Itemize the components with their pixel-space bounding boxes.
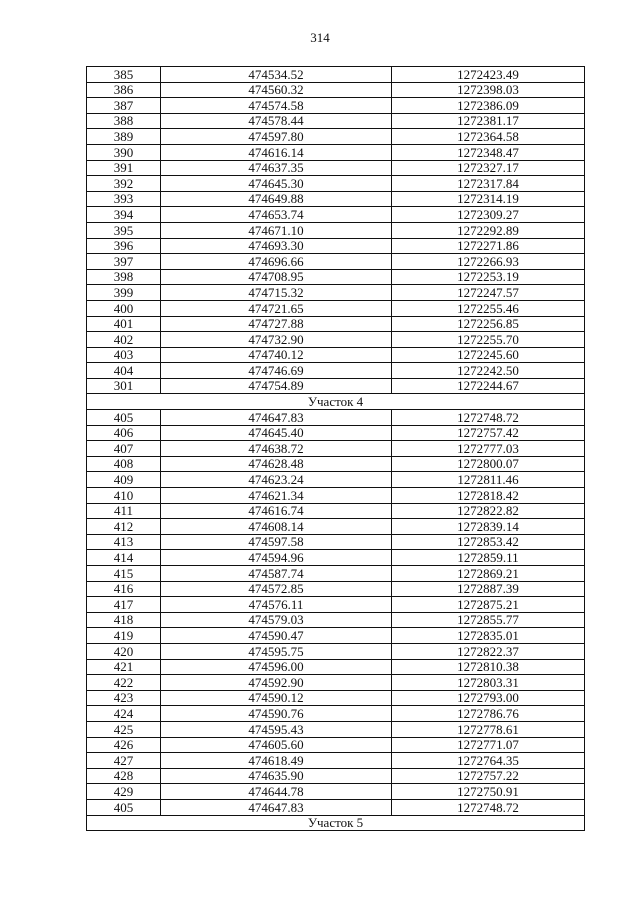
x-coordinate-cell: 474727.88 [161, 316, 392, 332]
point-number-cell: 401 [87, 316, 161, 332]
y-coordinate-cell: 1272793.00 [392, 690, 585, 706]
y-coordinate-cell: 1272800.07 [392, 456, 585, 472]
x-coordinate-cell: 474616.14 [161, 144, 392, 160]
y-coordinate-cell: 1272786.76 [392, 706, 585, 722]
table-row [87, 628, 585, 644]
y-coordinate-cell: 1272875.21 [392, 597, 585, 613]
y-coordinate-cell: 1272242.50 [392, 363, 585, 379]
point-number-cell: 419 [87, 628, 161, 644]
y-coordinate-cell: 1272292.89 [392, 222, 585, 238]
x-coordinate-cell: 474595.43 [161, 721, 392, 737]
point-number-cell: 403 [87, 347, 161, 363]
section-label: Участок 5 [87, 815, 585, 831]
x-coordinate-cell: 474590.47 [161, 628, 392, 644]
table-row [87, 285, 585, 301]
table-row [87, 207, 585, 223]
x-coordinate-cell: 474644.78 [161, 784, 392, 800]
point-number-cell: 301 [87, 378, 161, 394]
table-row [87, 254, 585, 270]
x-coordinate-cell: 474628.48 [161, 456, 392, 472]
table-row [87, 67, 585, 83]
x-coordinate-cell: 474576.11 [161, 597, 392, 613]
point-number-cell: 414 [87, 550, 161, 566]
x-coordinate-cell: 474572.85 [161, 581, 392, 597]
point-number-cell: 420 [87, 643, 161, 659]
point-number-cell: 417 [87, 597, 161, 613]
table-row [87, 363, 585, 379]
x-coordinate-cell: 474746.69 [161, 363, 392, 379]
point-number-cell: 394 [87, 207, 161, 223]
coordinates-table-body [87, 67, 585, 831]
x-coordinate-cell: 474638.72 [161, 441, 392, 457]
y-coordinate-cell: 1272317.84 [392, 176, 585, 192]
point-number-cell: 387 [87, 98, 161, 114]
point-number-cell: 423 [87, 690, 161, 706]
point-number-cell: 411 [87, 503, 161, 519]
point-number-cell: 427 [87, 753, 161, 769]
y-coordinate-cell: 1272748.72 [392, 410, 585, 426]
y-coordinate-cell: 1272757.42 [392, 425, 585, 441]
point-number-cell: 406 [87, 425, 161, 441]
y-coordinate-cell: 1272869.21 [392, 566, 585, 582]
table-row [87, 597, 585, 613]
table-row [87, 550, 585, 566]
point-number-cell: 402 [87, 332, 161, 348]
point-number-cell: 392 [87, 176, 161, 192]
y-coordinate-cell: 1272253.19 [392, 269, 585, 285]
x-coordinate-cell: 474721.65 [161, 300, 392, 316]
y-coordinate-cell: 1272386.09 [392, 98, 585, 114]
x-coordinate-cell: 474671.10 [161, 222, 392, 238]
y-coordinate-cell: 1272777.03 [392, 441, 585, 457]
x-coordinate-cell: 474623.24 [161, 472, 392, 488]
y-coordinate-cell: 1272255.70 [392, 332, 585, 348]
table-row [87, 472, 585, 488]
x-coordinate-cell: 474618.49 [161, 753, 392, 769]
table-row [87, 191, 585, 207]
x-coordinate-cell: 474595.75 [161, 643, 392, 659]
table-row [87, 706, 585, 722]
table-row [87, 113, 585, 129]
table-row [87, 675, 585, 691]
table-row [87, 441, 585, 457]
table-row [87, 488, 585, 504]
x-coordinate-cell: 474754.89 [161, 378, 392, 394]
y-coordinate-cell: 1272398.03 [392, 82, 585, 98]
page-number: 314 [310, 30, 330, 45]
point-number-cell: 428 [87, 768, 161, 784]
section-header-row [87, 815, 585, 831]
section-label: Участок 4 [87, 394, 585, 410]
x-coordinate-cell: 474534.52 [161, 67, 392, 83]
table-row [87, 519, 585, 535]
point-number-cell: 391 [87, 160, 161, 176]
table-row [87, 784, 585, 800]
x-coordinate-cell: 474635.90 [161, 768, 392, 784]
x-coordinate-cell: 474645.30 [161, 176, 392, 192]
point-number-cell: 424 [87, 706, 161, 722]
table-row [87, 690, 585, 706]
table-row [87, 82, 585, 98]
x-coordinate-cell: 474653.74 [161, 207, 392, 223]
point-number-cell: 404 [87, 363, 161, 379]
table-row [87, 643, 585, 659]
y-coordinate-cell: 1272778.61 [392, 721, 585, 737]
table-row [87, 332, 585, 348]
table-row [87, 456, 585, 472]
x-coordinate-cell: 474587.74 [161, 566, 392, 582]
y-coordinate-cell: 1272764.35 [392, 753, 585, 769]
table-row [87, 410, 585, 426]
x-coordinate-cell: 474647.83 [161, 799, 392, 815]
y-coordinate-cell: 1272853.42 [392, 534, 585, 550]
y-coordinate-cell: 1272364.58 [392, 129, 585, 145]
x-coordinate-cell: 474560.32 [161, 82, 392, 98]
y-coordinate-cell: 1272803.31 [392, 675, 585, 691]
y-coordinate-cell: 1272245.60 [392, 347, 585, 363]
section-header-row [87, 394, 585, 410]
x-coordinate-cell: 474574.58 [161, 98, 392, 114]
table-row [87, 378, 585, 394]
x-coordinate-cell: 474621.34 [161, 488, 392, 504]
x-coordinate-cell: 474732.90 [161, 332, 392, 348]
point-number-cell: 386 [87, 82, 161, 98]
point-number-cell: 388 [87, 113, 161, 129]
x-coordinate-cell: 474597.80 [161, 129, 392, 145]
x-coordinate-cell: 474590.12 [161, 690, 392, 706]
table-row [87, 753, 585, 769]
x-coordinate-cell: 474715.32 [161, 285, 392, 301]
x-coordinate-cell: 474590.76 [161, 706, 392, 722]
point-number-cell: 396 [87, 238, 161, 254]
y-coordinate-cell: 1272314.19 [392, 191, 585, 207]
y-coordinate-cell: 1272822.82 [392, 503, 585, 519]
x-coordinate-cell: 474616.74 [161, 503, 392, 519]
y-coordinate-cell: 1272266.93 [392, 254, 585, 270]
y-coordinate-cell: 1272247.57 [392, 285, 585, 301]
y-coordinate-cell: 1272256.85 [392, 316, 585, 332]
x-coordinate-cell: 474605.60 [161, 737, 392, 753]
y-coordinate-cell: 1272348.47 [392, 144, 585, 160]
point-number-cell: 405 [87, 799, 161, 815]
point-number-cell: 416 [87, 581, 161, 597]
x-coordinate-cell: 474608.14 [161, 519, 392, 535]
x-coordinate-cell: 474740.12 [161, 347, 392, 363]
y-coordinate-cell: 1272748.72 [392, 799, 585, 815]
point-number-cell: 410 [87, 488, 161, 504]
point-number-cell: 422 [87, 675, 161, 691]
y-coordinate-cell: 1272757.22 [392, 768, 585, 784]
table-row [87, 238, 585, 254]
table-row [87, 347, 585, 363]
table-row [87, 566, 585, 582]
point-number-cell: 390 [87, 144, 161, 160]
y-coordinate-cell: 1272271.86 [392, 238, 585, 254]
table-row [87, 581, 585, 597]
point-number-cell: 385 [87, 67, 161, 83]
table-row [87, 160, 585, 176]
y-coordinate-cell: 1272810.38 [392, 659, 585, 675]
y-coordinate-cell: 1272244.67 [392, 378, 585, 394]
point-number-cell: 429 [87, 784, 161, 800]
x-coordinate-cell: 474637.35 [161, 160, 392, 176]
x-coordinate-cell: 474696.66 [161, 254, 392, 270]
point-number-cell: 397 [87, 254, 161, 270]
x-coordinate-cell: 474592.90 [161, 675, 392, 691]
x-coordinate-cell: 474647.83 [161, 410, 392, 426]
table-row [87, 269, 585, 285]
point-number-cell: 409 [87, 472, 161, 488]
x-coordinate-cell: 474579.03 [161, 612, 392, 628]
x-coordinate-cell: 474693.30 [161, 238, 392, 254]
point-number-cell: 398 [87, 269, 161, 285]
table-row [87, 768, 585, 784]
y-coordinate-cell: 1272835.01 [392, 628, 585, 644]
table-row [87, 316, 585, 332]
y-coordinate-cell: 1272771.07 [392, 737, 585, 753]
x-coordinate-cell: 474645.40 [161, 425, 392, 441]
table-row [87, 144, 585, 160]
y-coordinate-cell: 1272839.14 [392, 519, 585, 535]
x-coordinate-cell: 474649.88 [161, 191, 392, 207]
point-number-cell: 412 [87, 519, 161, 535]
y-coordinate-cell: 1272309.27 [392, 207, 585, 223]
y-coordinate-cell: 1272381.17 [392, 113, 585, 129]
point-number-cell: 405 [87, 410, 161, 426]
y-coordinate-cell: 1272811.46 [392, 472, 585, 488]
point-number-cell: 425 [87, 721, 161, 737]
y-coordinate-cell: 1272423.49 [392, 67, 585, 83]
x-coordinate-cell: 474578.44 [161, 113, 392, 129]
y-coordinate-cell: 1272255.46 [392, 300, 585, 316]
y-coordinate-cell: 1272818.42 [392, 488, 585, 504]
table-row [87, 425, 585, 441]
point-number-cell: 421 [87, 659, 161, 675]
point-number-cell: 399 [87, 285, 161, 301]
table-row [87, 799, 585, 815]
point-number-cell: 400 [87, 300, 161, 316]
table-row [87, 659, 585, 675]
table-row [87, 98, 585, 114]
table-row [87, 129, 585, 145]
point-number-cell: 389 [87, 129, 161, 145]
table-row [87, 721, 585, 737]
y-coordinate-cell: 1272859.11 [392, 550, 585, 566]
table-row [87, 300, 585, 316]
point-number-cell: 407 [87, 441, 161, 457]
table-row [87, 737, 585, 753]
y-coordinate-cell: 1272327.17 [392, 160, 585, 176]
table-row [87, 534, 585, 550]
x-coordinate-cell: 474594.96 [161, 550, 392, 566]
point-number-cell: 393 [87, 191, 161, 207]
table-row [87, 222, 585, 238]
table-row [87, 503, 585, 519]
point-number-cell: 395 [87, 222, 161, 238]
y-coordinate-cell: 1272855.77 [392, 612, 585, 628]
x-coordinate-cell: 474596.00 [161, 659, 392, 675]
table-row [87, 176, 585, 192]
point-number-cell: 415 [87, 566, 161, 582]
table-row [87, 612, 585, 628]
point-number-cell: 418 [87, 612, 161, 628]
x-coordinate-cell: 474708.95 [161, 269, 392, 285]
x-coordinate-cell: 474597.58 [161, 534, 392, 550]
coordinates-table [86, 66, 585, 831]
point-number-cell: 408 [87, 456, 161, 472]
y-coordinate-cell: 1272822.37 [392, 643, 585, 659]
y-coordinate-cell: 1272750.91 [392, 784, 585, 800]
point-number-cell: 426 [87, 737, 161, 753]
y-coordinate-cell: 1272887.39 [392, 581, 585, 597]
point-number-cell: 413 [87, 534, 161, 550]
